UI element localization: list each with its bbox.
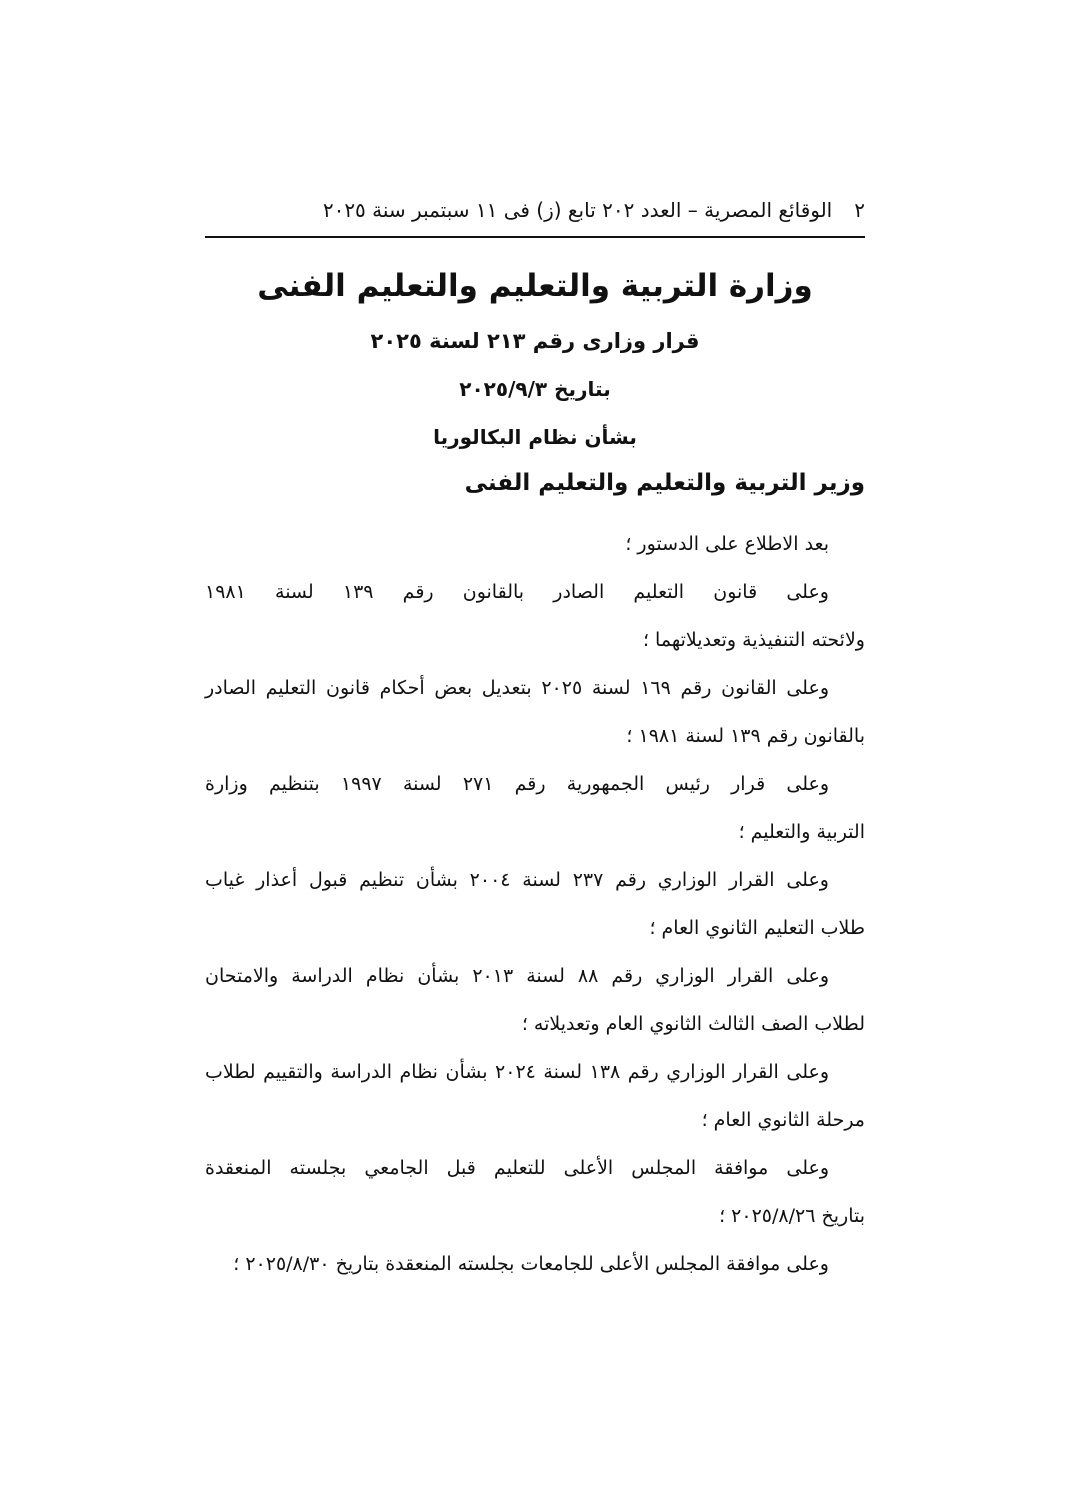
- preamble-paragraph: [205, 664, 865, 760]
- paragraph-continuation: بتاريخ ٢٠٢٥/٨/٢٦ ؛: [719, 1205, 865, 1227]
- paragraph-continuation: بالقانون رقم ١٣٩ لسنة ١٩٨١ ؛: [626, 725, 865, 747]
- minister-heading: وزير التربية والتعليم والتعليم الفنى: [464, 470, 865, 496]
- decree-title: قرار وزارى رقم ٢١٣ لسنة ٢٠٢٥: [370, 329, 700, 353]
- paragraph-continuation: مرحلة الثانوي العام ؛: [701, 1109, 865, 1131]
- preamble-paragraph: [205, 568, 865, 664]
- paragraph-line: وعلى القرار الوزاري رقم ١٣٨ لسنة ٢٠٢٤ بشأن نظام الدراسة والتقييم لطلاب: [205, 1061, 829, 1083]
- paragraph-line: وعلى القرار الوزاري رقم ٨٨ لسنة ٢٠١٣ بشأن نظام الدراسة والامتحان: [205, 965, 829, 987]
- preamble-paragraph: [205, 952, 865, 1048]
- ministry-title: وزارة التربية والتعليم والتعليم الفنى: [257, 268, 813, 304]
- paragraph-continuation: التربية والتعليم ؛: [738, 821, 865, 843]
- paragraph-line: وعلى موافقة المجلس الأعلى للجامعات بجلسته المنعقدة بتاريخ ٢٠٢٥/٨/٣٠ ؛: [233, 1253, 829, 1275]
- decree-date: بتاريخ ٢٠٢٥/٩/٣: [459, 377, 611, 401]
- preamble-paragraph: [205, 1144, 865, 1240]
- paragraph-line: بعد الاطلاع على الدستور ؛: [625, 533, 829, 555]
- header-divider: [205, 236, 865, 238]
- paragraph-line: وعلى موافقة المجلس الأعلى للتعليم قبل الجامعي بجلسته المنعقدة: [205, 1157, 829, 1179]
- preamble-paragraph: [205, 1240, 865, 1288]
- preamble: [205, 520, 865, 1288]
- paragraph-continuation: ولائحته التنفيذية وتعديلاتهما ؛: [642, 629, 865, 651]
- decree-subject: بشأن نظام البكالوريا: [433, 425, 637, 449]
- preamble-paragraph: [205, 856, 865, 952]
- preamble-paragraph: [205, 1048, 865, 1144]
- preamble-paragraph: [205, 760, 865, 856]
- paragraph-continuation: لطلاب الصف الثالث الثانوي العام وتعديلاته ؛: [521, 1013, 865, 1035]
- running-header: [205, 190, 865, 230]
- preamble-paragraph: [205, 520, 865, 568]
- page-number: ٢: [854, 198, 865, 222]
- paragraph-continuation: طلاب التعليم الثانوي العام ؛: [649, 917, 865, 939]
- paragraph-line: وعلى القرار الوزاري رقم ٢٣٧ لسنة ٢٠٠٤ بشأن تنظيم قبول أعذار غياب: [205, 869, 829, 891]
- paragraph-line: وعلى قرار رئيس الجمهورية رقم ٢٧١ لسنة ١٩٩٧ بتنظيم وزارة: [205, 773, 829, 795]
- gazette-header-text: الوقائع المصرية – العدد ٢٠٢ تابع (ز) فى ١١ سبتمبر سنة ٢٠٢٥: [322, 198, 833, 222]
- paragraph-line: وعلى قانون التعليم الصادر بالقانون رقم ١٣٩ لسنة ١٩٨١: [205, 581, 829, 603]
- paragraph-line: وعلى القانون رقم ١٦٩ لسنة ٢٠٢٥ بتعديل بعض أحكام قانون التعليم الصادر: [205, 677, 829, 699]
